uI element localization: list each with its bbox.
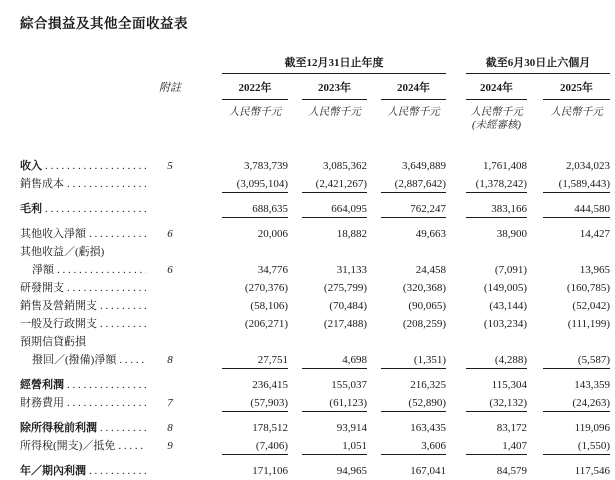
row-label: 毛利 xyxy=(20,203,42,215)
value-cell: (32,132) xyxy=(446,397,527,412)
table-row xyxy=(20,243,615,261)
table-row xyxy=(20,394,615,412)
note-reference: 7 xyxy=(167,397,173,409)
value-cell: 3,085,362 xyxy=(323,160,367,172)
dot-leader xyxy=(100,300,146,312)
row-label-cell xyxy=(20,243,148,259)
table-header-years xyxy=(20,79,615,100)
table-row xyxy=(20,225,615,243)
value-cell: (24,263) xyxy=(527,397,610,412)
value-cell: 3,783,739 xyxy=(244,160,288,172)
value-cell: (1,550) xyxy=(527,440,610,455)
value-cell: (270,376) xyxy=(244,282,288,294)
value-cell: 31,133 xyxy=(336,264,367,276)
year-column-header: 2025年 xyxy=(527,79,610,100)
row-label: 其他收益／(虧損) xyxy=(20,246,105,258)
value-cell: (208,259) xyxy=(402,318,446,330)
year-column-header: 2024年 xyxy=(446,79,527,100)
dot-leader xyxy=(45,203,146,215)
group-header-interim-label: 截至6月30日止六個月 xyxy=(466,54,610,74)
value-cell: 4,698 xyxy=(288,354,367,369)
row-label: 其他收入淨額 xyxy=(20,228,86,240)
value-cell: (61,123) xyxy=(288,397,367,412)
row-label: 財務費用 xyxy=(20,397,64,409)
value-cell: (1,589,443) xyxy=(527,178,610,193)
row-label-cell xyxy=(20,437,148,453)
value-cell: 167,041 xyxy=(410,465,446,477)
value-cell: (52,042) xyxy=(572,300,610,312)
row-label-cell xyxy=(20,157,148,173)
dot-leader xyxy=(67,282,146,294)
value-cell: (160,785) xyxy=(566,282,610,294)
table-row xyxy=(20,175,615,193)
value-cell: 1,051 xyxy=(288,440,367,455)
value-cell: (7,406) xyxy=(192,440,288,455)
row-label-cell xyxy=(20,225,148,241)
dot-leader xyxy=(67,397,146,409)
currency-unit-cell xyxy=(446,106,527,132)
value-cell: (1,378,242) xyxy=(446,178,527,193)
financial-statement-table xyxy=(20,54,615,480)
value-cell: 444,580 xyxy=(527,203,610,218)
note-reference: 6 xyxy=(167,228,173,240)
table-header-units xyxy=(20,106,615,132)
value-cell: (70,484) xyxy=(329,300,367,312)
row-label-cell xyxy=(20,394,148,410)
value-cell: (3,095,104) xyxy=(192,178,288,193)
value-cell: (217,488) xyxy=(323,318,367,330)
currency-unit-cell xyxy=(192,106,288,119)
table-row xyxy=(20,351,615,369)
row-label-cell xyxy=(20,419,148,435)
currency-unit-label: 人民幣千元 xyxy=(228,107,282,118)
currency-unit-cell xyxy=(527,106,610,119)
year-column-header: 2023年 xyxy=(288,79,367,100)
value-cell: 119,096 xyxy=(574,422,610,434)
value-cell: 143,359 xyxy=(574,379,610,391)
value-cell: (1,351) xyxy=(367,354,446,369)
dot-leader xyxy=(89,465,146,477)
dot-leader xyxy=(100,422,146,434)
year-column-header: 2024年 xyxy=(367,79,446,100)
value-cell: (4,288) xyxy=(446,354,527,369)
dot-leader xyxy=(57,264,146,276)
table-header-groups xyxy=(20,54,615,74)
value-cell: 38,900 xyxy=(496,228,527,240)
value-cell: 34,776 xyxy=(257,264,288,276)
value-cell: 24,458 xyxy=(415,264,446,276)
row-label: 淨額 xyxy=(32,264,54,276)
value-cell: 688,635 xyxy=(192,203,288,218)
value-cell: (52,890) xyxy=(367,397,446,412)
value-cell: (7,091) xyxy=(494,264,527,276)
table-row xyxy=(20,279,615,297)
value-cell: (57,903) xyxy=(192,397,288,412)
value-cell: (2,421,267) xyxy=(288,178,367,193)
dot-leader xyxy=(119,354,146,366)
row-label: 經營利潤 xyxy=(20,379,64,391)
currency-unit-label: 人民幣千元 xyxy=(470,107,523,118)
note-reference: 8 xyxy=(167,422,173,434)
row-label-cell xyxy=(20,351,148,367)
currency-unit-cell xyxy=(367,106,446,119)
value-cell: 3,606 xyxy=(367,440,446,455)
value-cell: (2,887,642) xyxy=(367,178,446,193)
row-label-cell xyxy=(20,376,148,392)
currency-unit-label: 人民幣千元 xyxy=(550,107,603,118)
year-column-header: 2022年 xyxy=(192,79,288,100)
table-row xyxy=(20,333,615,351)
row-label: 收入 xyxy=(20,160,42,172)
value-cell: (206,271) xyxy=(244,318,288,330)
table-row xyxy=(20,419,615,437)
value-cell: 93,914 xyxy=(336,422,367,434)
value-cell: (90,065) xyxy=(408,300,446,312)
table-row xyxy=(20,200,615,218)
value-cell: 171,106 xyxy=(252,465,288,477)
value-cell: 236,415 xyxy=(252,379,288,391)
dot-leader xyxy=(45,160,146,172)
value-cell: 83,172 xyxy=(496,422,527,434)
value-cell: 1,761,408 xyxy=(483,160,527,172)
value-cell: 84,579 xyxy=(496,465,527,477)
value-cell: 20,006 xyxy=(257,228,288,240)
note-reference: 6 xyxy=(167,264,173,276)
value-cell: (149,005) xyxy=(483,282,527,294)
currency-unit-cell xyxy=(288,106,367,119)
unaudited-label: (未經審核) xyxy=(472,120,521,131)
group-header-annual xyxy=(192,54,446,74)
table-row xyxy=(20,297,615,315)
value-cell: 383,166 xyxy=(446,203,527,218)
dot-leader xyxy=(67,379,146,391)
value-cell: 94,965 xyxy=(336,465,367,477)
row-label-cell xyxy=(20,200,148,216)
row-label-cell xyxy=(20,333,148,349)
value-cell: 115,304 xyxy=(491,379,527,391)
table-body xyxy=(20,157,615,480)
row-label: 銷售及營銷開支 xyxy=(20,300,97,312)
row-label-cell xyxy=(20,315,148,331)
row-label: 所得稅(開支)／抵免 xyxy=(20,440,116,452)
value-cell: 13,965 xyxy=(579,264,610,276)
row-label: 年／期內利潤 xyxy=(20,465,86,477)
table-row xyxy=(20,462,615,480)
page-title: 綜合損益及其他全面收益表 xyxy=(20,16,188,31)
row-label-cell xyxy=(20,261,148,277)
dot-leader xyxy=(118,440,146,452)
value-cell: 18,882 xyxy=(336,228,367,240)
value-cell: (103,234) xyxy=(483,318,527,330)
value-cell: 2,034,023 xyxy=(566,160,610,172)
table-row xyxy=(20,315,615,333)
value-cell: 117,546 xyxy=(574,465,610,477)
row-label: 除所得稅前利潤 xyxy=(20,422,97,434)
row-label: 預期信貸虧損 xyxy=(20,336,86,348)
value-cell: 155,037 xyxy=(331,379,367,391)
value-cell: (320,368) xyxy=(402,282,446,294)
note-reference: 5 xyxy=(167,160,173,172)
group-header-annual-label: 截至12月31日止年度 xyxy=(222,54,446,74)
value-cell: 14,427 xyxy=(579,228,610,240)
dot-leader xyxy=(100,318,146,330)
dot-leader xyxy=(67,178,146,190)
row-label: 研發開支 xyxy=(20,282,64,294)
value-cell: 163,435 xyxy=(410,422,446,434)
note-reference: 9 xyxy=(167,440,173,452)
value-cell: (58,106) xyxy=(250,300,288,312)
table-row xyxy=(20,261,615,279)
value-cell: (5,587) xyxy=(527,354,610,369)
note-column-header: 附註 xyxy=(159,82,181,94)
value-cell: (111,199) xyxy=(567,318,610,330)
value-cell: 762,247 xyxy=(367,203,446,218)
value-cell: 49,663 xyxy=(415,228,446,240)
value-cell: 216,325 xyxy=(410,379,446,391)
value-cell: 178,512 xyxy=(252,422,288,434)
row-label-cell xyxy=(20,279,148,295)
value-cell: 664,095 xyxy=(288,203,367,218)
value-cell: 1,407 xyxy=(446,440,527,455)
row-label-cell xyxy=(20,175,148,191)
table-row xyxy=(20,157,615,175)
table-row xyxy=(20,437,615,455)
row-label-cell xyxy=(20,297,148,313)
value-cell: (43,144) xyxy=(489,300,527,312)
currency-unit-label: 人民幣千元 xyxy=(308,107,361,118)
note-reference: 8 xyxy=(167,354,173,366)
value-cell: (275,799) xyxy=(323,282,367,294)
value-cell: 3,649,889 xyxy=(402,160,446,172)
dot-leader xyxy=(89,228,146,240)
row-label: 銷售成本 xyxy=(20,178,64,190)
table-row xyxy=(20,376,615,394)
row-label: 撥回／(撥備)淨額 xyxy=(32,354,117,366)
value-cell: 27,751 xyxy=(192,354,288,369)
row-label: 一般及行政開支 xyxy=(20,318,97,330)
group-header-interim xyxy=(446,54,610,74)
currency-unit-label: 人民幣千元 xyxy=(387,107,440,118)
